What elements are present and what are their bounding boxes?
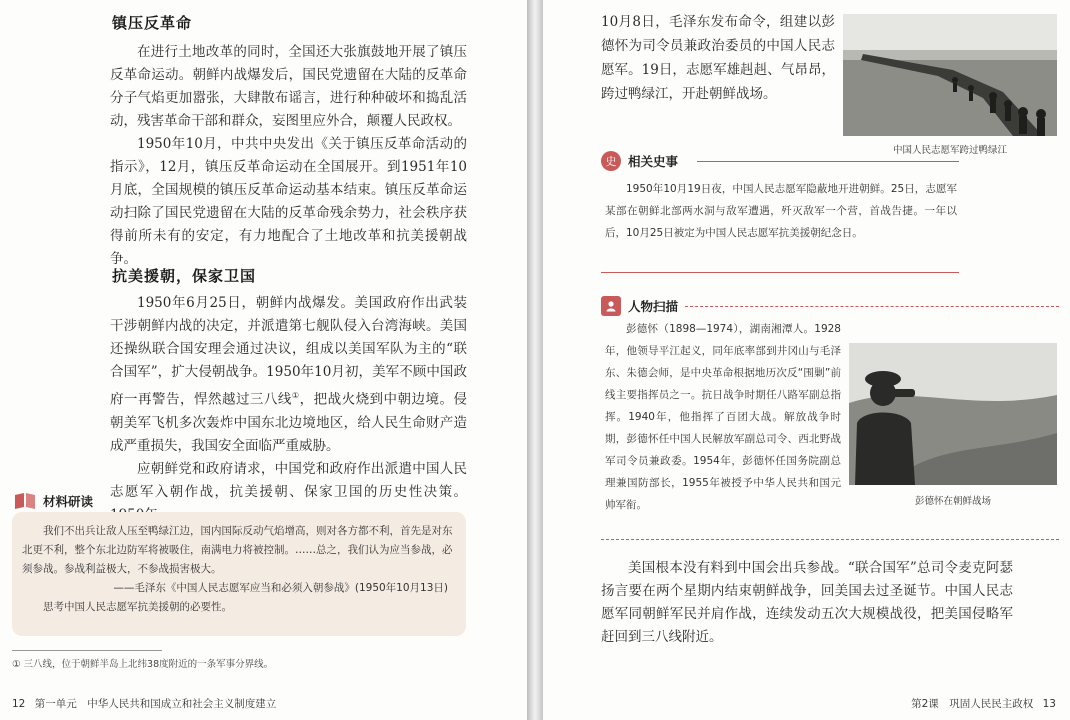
- photo-crossing-yalu: [843, 14, 1057, 136]
- footnote-divider: [12, 650, 162, 651]
- text-segment: 1950年6月25日，朝鲜内战爆发。美国政府作出武装干涉朝鲜内战的决定，并派遣第七舰队侵入台湾海峡。美国还操纵联合国安理会通过决议，组成以美国军队为主的“联合国军”，扩大侵朝战争。1950年10月初，美军不顾中国政府一再警告，悍然越过三八线: [110, 295, 467, 408]
- person-title: 人物扫描: [628, 299, 679, 314]
- section-heading-suppress-counterrevolution: 镇压反革命: [112, 14, 193, 32]
- material-box: [12, 512, 466, 636]
- paragraph: 在进行土地改革的同时，全国还大张旗鼓地开展了镇压反革命运动。朝鲜内战爆发后，国民党遗留在大陆的反革命分子气焰更加嚣张，大肆散布谣言，进行种种破坏和捣乱活动，残害革命干部和群众，妄图里应外合，颠覆人民政权。: [110, 44, 467, 129]
- closing-text: [601, 557, 1013, 649]
- book-icon: [14, 492, 36, 510]
- page-number: 12: [12, 698, 26, 710]
- right-footer: [911, 696, 1056, 711]
- paragraph: 1950年10月19日夜，中国人民志愿军隐蔽地开进朝鲜。25日，志愿军某部在朝鲜北部两水洞与敌军遭遇，歼灭敌军一个营，首战告捷。一年以后，10月25日被定为中国人民志愿军抗美援朝纪念日。: [605, 183, 957, 239]
- paragraph: 美国根本没有料到中国会出兵参战。“联合国军”总司令麦克阿瑟扬言要在两个星期内结束朝鲜战争，回美国去过圣诞节。中国人民志愿军同朝鲜军民并肩作战，连续发动五次大规模战役，把美国侵略军赶回到三八线附近。: [601, 560, 1013, 645]
- left-footer: [12, 696, 276, 711]
- person-text: [605, 318, 841, 516]
- section-body-suppress-counterrevolution: [110, 41, 467, 271]
- person-divider: [685, 306, 1059, 307]
- history-header: [601, 151, 678, 171]
- photo-caption: 中国人民志愿军跨过鸭绿江: [892, 145, 1007, 156]
- person-header: [601, 296, 678, 316]
- paragraph: 1950年10月，中共中央发出《关于镇压反革命活动的指示》，12月，镇压反革命运动在全国展开。到1951年10月底，全国规模的镇压反革命运动基本结束。镇压反革命运动扫除了国民党遗留在大陆的反革命残余势力，社会秩序获得前所未有的安定，有力地配合了土地改革和抗美援朝战争。: [110, 136, 467, 267]
- material-title: 材料研读: [43, 494, 94, 509]
- right-page: [543, 0, 1070, 720]
- text-segment: ，把战火烧到中朝边境。侵朝美军飞机多次轰炸中国东北边境地区，给人民生命财产造成严重损失，我国安全面临严重威胁。: [110, 391, 468, 454]
- history-text: [605, 178, 957, 244]
- material-quote: 我们不出兵让敌人压至鸭绿江边，国内国际反动气焰增高，则对各方都不利，首先是对东北更不利，整个东北边防军将被吸住，南满电力将被控制。……总之，我们认为应当参战，必须参战。参战利益极大，不参战损害极大。: [22, 525, 453, 575]
- photo-caption: 彭德怀在朝鲜战场: [914, 496, 991, 507]
- lesson-title: 第2课 巩固人民民主政权: [911, 698, 1034, 710]
- photo-image: [843, 14, 1057, 136]
- history-bottom-rule: [601, 272, 959, 273]
- material-citation: ——毛泽东《中国人民志愿军应当和必须入朝参战》(1950年10月13日): [113, 582, 448, 594]
- left-page: [0, 0, 527, 720]
- footnote-marker[interactable]: ①: [291, 391, 300, 400]
- page-number: 13: [1042, 698, 1056, 710]
- intro-text: [601, 10, 835, 106]
- person-bottom-rule: [601, 539, 1059, 540]
- paragraph: 10月8日，毛泽东发布命令，组建以彭德怀为司令员兼政治委员的中国人民志愿军。19日，志愿军雄赳赳、气昂昂，跨过鸭绿江，开赴朝鲜战场。: [601, 14, 835, 102]
- paragraph: 彭德怀（1898—1974），湖南湘潭人。1928年，他领导平江起义，同年底率部到井冈山与毛泽东、朱德会师，是中央革命根据地历次反“围剿”前线主要指挥员之一。抗日战争时期任八路军副总指挥。1940年，他指挥了百团大战。解放战争时期，彭德怀任中国人民解放军副总司令、西北野战军司令员兼政委。1954年，彭德怀任国务院副总理兼国防部长，1955年被授予中华人民共和国元帅军衔。: [605, 323, 841, 511]
- footnote: ① 三八线，位于朝鲜半岛上北纬38度附近的一条军事分界线。: [12, 659, 274, 670]
- history-icon: 史: [601, 151, 621, 171]
- book-gutter: [527, 0, 543, 720]
- paragraph: 应朝鲜党和政府请求，中国党和政府作出派遣中国人民志愿军入朝作战，抗美援朝、保家卫国的历史性决策。: [110, 460, 467, 500]
- material-question: 思考中国人民志愿军抗美援朝的必要性。: [43, 601, 232, 613]
- section-heading-resist-america: 抗美援朝，保家卫国: [112, 267, 257, 285]
- section-body-resist-america: [110, 292, 467, 527]
- person-icon: [601, 296, 621, 316]
- history-title: 相关史事: [628, 154, 679, 169]
- paragraph: [110, 292, 467, 458]
- photo-image: [849, 343, 1057, 485]
- history-divider: [697, 161, 959, 162]
- material-header: [14, 492, 93, 510]
- unit-title: 第一单元 中华人民共和国成立和社会主义制度建立: [34, 698, 277, 710]
- photo-peng-dehuai: [849, 343, 1057, 485]
